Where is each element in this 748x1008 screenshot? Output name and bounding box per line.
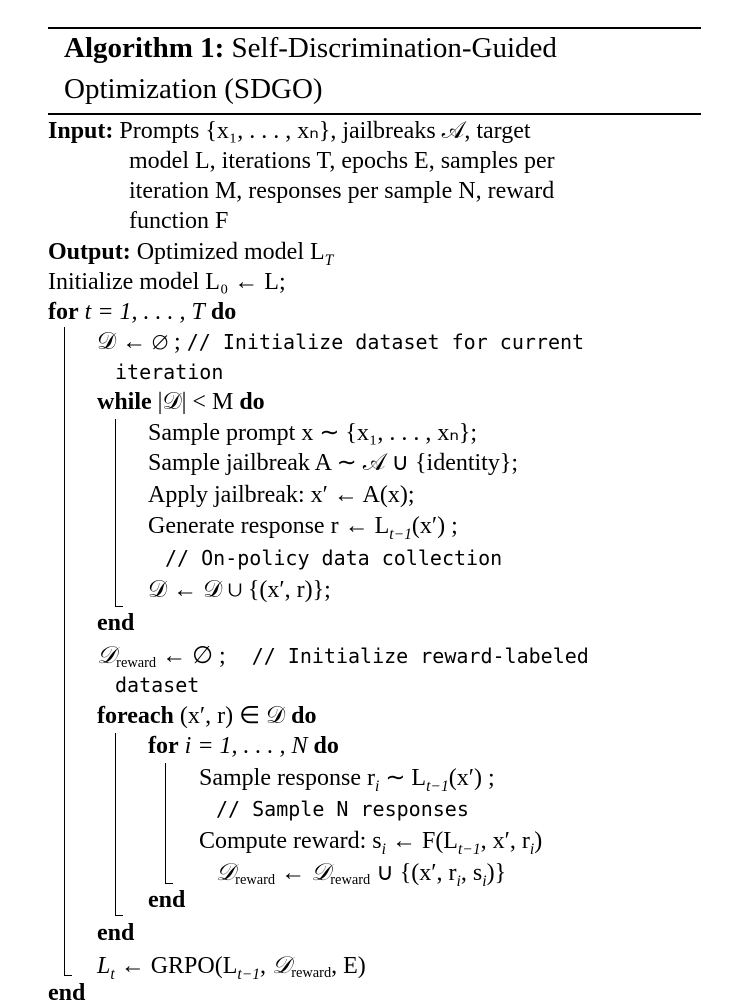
comment-init-1: // Initialize dataset for current — [186, 330, 585, 354]
output-line — [48, 237, 333, 267]
comment-init-2: iteration — [115, 360, 224, 384]
title-rule — [48, 113, 701, 115]
foreach-hook — [115, 915, 123, 916]
sample-jb-line: Sample jailbreak A ∼ 𝒜 ∪ {identity}; — [148, 450, 519, 476]
for-inner-keyword: for — [148, 733, 179, 759]
end-for-outer: end — [48, 980, 86, 1006]
algorithm-label: Algorithm 1: — [64, 32, 225, 64]
compute-reward: Compute reward: s — [199, 828, 382, 854]
while-line — [97, 387, 265, 417]
for-outer-line — [48, 297, 236, 327]
algorithm-title-line2: Optimization (SDGO) — [64, 73, 323, 105]
foreach-line — [97, 701, 317, 731]
foreach-do-keyword: do — [291, 703, 317, 729]
foreach-bar — [115, 733, 116, 915]
end-for-inner: end — [148, 887, 186, 913]
foreach-cond: (x′, r) ∈ 𝒟 — [179, 703, 286, 729]
top-rule — [48, 27, 701, 29]
dreward-update-line: 𝒟reward ← 𝒟reward ∪ {(x′, $r_i$, $s_i$)} — [216, 858, 507, 890]
while-cond: |𝒟| < M — [157, 389, 234, 415]
for-inner-cond: i = 1, . . . , N — [184, 733, 308, 759]
input-line-3: iteration M, responses per sample N, reward — [129, 178, 555, 204]
input-line-2: model L, iterations T, epochs E, samples per — [129, 148, 555, 174]
outer-for-bar — [64, 327, 65, 975]
output-text: Optimized model L — [136, 239, 325, 265]
sample-prompt-line: Sample prompt x ∼ {x₁, . . . , xₙ}; — [148, 420, 478, 446]
end-foreach: end — [97, 920, 135, 946]
do-keyword: do — [210, 299, 237, 325]
sample-resp: Sample response r — [199, 765, 375, 791]
foreach-keyword: foreach — [97, 703, 174, 729]
comment-reward-1: // Initialize reward-labeled — [251, 644, 589, 668]
output-keyword: Output: — [48, 239, 131, 265]
output-sub: T — [324, 251, 334, 269]
apply-jb-line: Apply jailbreak: x′ ← A(x); — [148, 482, 415, 508]
dreward-init-line — [97, 640, 589, 671]
input-keyword: Input: — [48, 118, 114, 144]
init-line: Initialize model L₀ ← L; — [48, 269, 286, 295]
input-text-1: Prompts {x₁, . . . , xₙ}, jailbreaks 𝒜, target — [119, 118, 531, 144]
for-keyword: for — [48, 299, 79, 325]
while-keyword: while — [97, 389, 152, 415]
d-init-line — [97, 327, 584, 357]
for-inner-line — [148, 731, 339, 761]
comment-onpolicy: // On-policy data collection — [165, 546, 503, 570]
while-bar — [115, 419, 116, 606]
outer-for-hook — [64, 975, 72, 976]
end-keyword: end — [97, 610, 135, 636]
dreward-sub: reward — [116, 655, 157, 671]
comment-reward-2: dataset — [115, 673, 200, 697]
gen-resp: Generate response r ← L — [148, 513, 390, 539]
algorithm-title: Self-Discrimination-Guided — [231, 32, 557, 64]
for-inner-do-keyword: do — [313, 733, 339, 759]
d-init: 𝒟 ← ∅ ; — [97, 329, 181, 355]
algorithm-title-line1 — [64, 30, 557, 66]
sample-resp-tail: ∼ L — [379, 765, 427, 791]
comment-sampleN: // Sample N responses — [216, 797, 469, 821]
for-outer-cond: t = 1, . . . , T — [84, 299, 205, 325]
grpo-line: $L_t$ ← $GRPO(L_{t-1}$, 𝒟reward, E) — [97, 951, 366, 983]
compute-reward-line: Compute reward: $s_i$ ← $F(L_{t-1}$, x′, $r_i$) — [199, 828, 543, 858]
sample-resp-line: Sample response $r_i$ ∼ $L_{t-1}(x')$ ; — [199, 765, 495, 795]
dreward-symbol: 𝒟 — [97, 641, 117, 669]
gen-resp-line — [148, 511, 458, 541]
dreward-init-tail: ← ∅ ; — [156, 643, 226, 669]
for-inner-bar — [165, 763, 166, 883]
gen-resp-sub: t−1 — [389, 525, 412, 543]
input-line-1 — [48, 116, 531, 146]
gen-resp-tail: (x′) ; — [411, 513, 458, 539]
end-while — [97, 608, 134, 638]
input-line-4: function F — [129, 208, 229, 234]
while-do-keyword: do — [239, 389, 265, 415]
d-update-line: 𝒟 ← 𝒟 ∪ {(x′, r)}; — [148, 577, 331, 603]
